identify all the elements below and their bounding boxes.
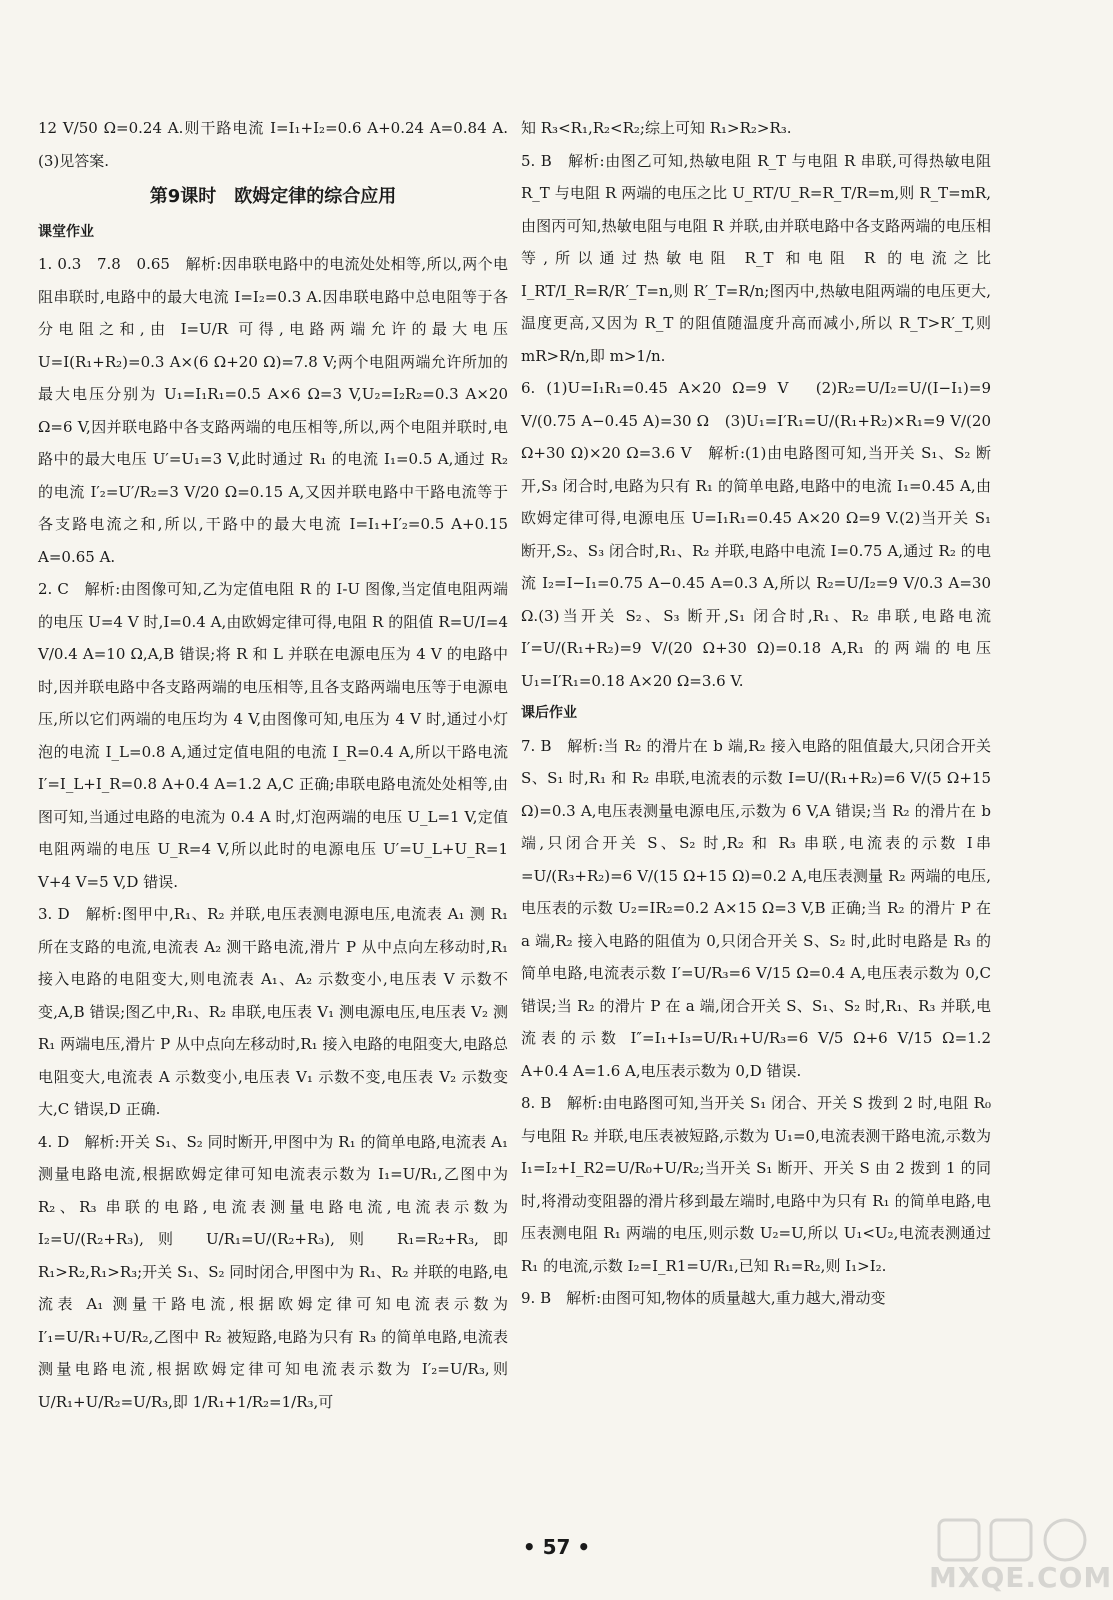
right-column — [521, 112, 991, 1315]
carryover-text: 12 V/50 Ω=0.24 A.则干路电流 I=I₁+I₂=0.6 A+0.24 A=0.84 A.(3)见答案. — [38, 119, 508, 170]
page-number: • 57 • — [522, 1535, 591, 1559]
answer-item-4: 4. D 解析:开关 S₁、S₂ 同时断开,甲图中为 R₁ 的简单电路,电流表 A₁ 测量电路电流,根据欧姆定律可知电流表示数为 I₁=U/R₁,乙图中为 R₂、R₃ 串联的电路,电流表测量电路电流,电流表示数为 I₂=U/(R₂+R₃),则 U/R₁=U/(R₂+R₃),则 R₁=R₂+R₃,即 R₁>R₂,R₁>R₃;开关 S₁、S₂ 同时闭合,甲图中为 R₁、R₂ 并联的电路,电流表 A₁ 测量干路电流,根据欧姆定律可知电流表示数为 I′₁=U/R₁+U/R₂,乙图中 R₂ 被短路,电路为只有 R₃ 的简单电路,电流表测量电路电流,根据欧姆定律可知电流表示数为 I′₂=U/R₃,则 U/R₁+U/R₂=U/R₃,即 1/R₁+1/R₂=1/R₃,可 — [38, 1132, 508, 1411]
watermark-icon — [929, 1516, 1099, 1566]
lesson-title: 第9课时 欧姆定律的综合应用 — [149, 186, 397, 207]
answer-item-4-cont: 知 R₃<R₁,R₂<R₂;综上可知 R₁>R₂>R₃. — [521, 119, 792, 137]
watermark-logo — [929, 1516, 1113, 1594]
left-column — [38, 112, 508, 1418]
answer-item-6: 6. (1)U=I₁R₁=0.45 A×20 Ω=9 V (2)R₂=U/I₂=U/(I−I₁)=9 V/(0.75 A−0.45 A)=30 Ω (3)U₁=I′R₁=U/(R₁+R₂)×R₁=9 V/(20 Ω+30 Ω)×20 Ω=3.6 V 解析:(1)由电路图可知,当开关 S₁、S₂ 断开,S₃ 闭合时,电路为只有 R₁ 的简单电路,电路中的电流 I₁=0.45 A,由欧姆定律可得,电源电压 U=I₁R₁=0.45 A×20 Ω=9 V.(2)当开关 S₁ 断开,S₂、S₃ 闭合时,R₁、R₂ 并联,电路中电流 I=0.75 A,通过 R₂ 的电流 I₂=I−I₁=0.75 A−0.45 A=0.3 A,所以 R₂=U/I₂=9 V/0.3 A=30 Ω.(3)当开关 S₂、S₃ 断开,S₁ 闭合时,R₁、R₂ 串联,电路电流 I′=U/(R₁+R₂)=9 V/(20 Ω+30 Ω)=0.18 A,R₁ 的两端的电压 U₁=I′R₁=0.18 A×20 Ω=3.6 V. — [521, 379, 991, 690]
answer-item-9: 9. B 解析:由图可知,物体的质量越大,重力越大,滑动变 — [521, 1289, 886, 1307]
answer-item-3: 3. D 解析:图甲中,R₁、R₂ 并联,电压表测电源电压,电流表 A₁ 测 R₁ 所在支路的电流,电流表 A₂ 测干路电流,滑片 P 从中点向左移动时,R₁ 接入电路的电阻变大,则电流表 A₁、A₂ 示数变小,电压表 V 示数不变,A,B 错误;图乙中,R₁、R₂ 串联,电压表 V₁ 测电源电压,电压表 V₂ 测 R₁ 两端电压,滑片 P 从中点向左移动时,R₁ 接入电路的电阻变大,电路总电阻变大,电流表 A 示数变小,电压表 V₁ 示数不变,电压表 V₂ 示数变大,C 错误,D 正确. — [38, 905, 508, 1118]
watermark-text: MXQE.COM — [929, 1561, 1113, 1594]
answer-item-8: 8. B 解析:由电路图可知,当开关 S₁ 闭合、开关 S 拨到 2 时,电阻 R₀ 与电阻 R₂ 并联,电压表被短路,示数为 U₁=0,电流表测干路电流,示数为 I₁=I₂+I_R2=U/R₀+U/R₂;当开关 S₁ 断开、开关 S 由 2 拨到 1 的同时,将滑动变阻器的滑片移到最左端时,电路中为只有 R₁ 的简单电路,电压表测电阻 R₁ 两端的电压,则示数 U₂=U,所以 U₁<U₂,电流表测通过 R₁ 的电流,示数 I₂=I_R1=U/R₁,已知 R₁=R₂,则 I₁>I₂. — [521, 1094, 991, 1275]
section-label-class: 课堂作业 — [38, 223, 94, 240]
answer-item-7: 7. B 解析:当 R₂ 的滑片在 b 端,R₂ 接入电路的阻值最大,只闭合开关 S、S₁ 时,R₁ 和 R₂ 串联,电流表的示数 I=U/(R₁+R₂)=6 V/(5 Ω+15 Ω)=0.3 A,电压表测量电源电压,示数为 6 V,A 错误;当 R₂ 的滑片在 b 端,只闭合开关 S、S₂ 时,R₂ 和 R₃ 串联,电流表的示数 I串=U/(R₃+R₂)=6 V/(15 Ω+15 Ω)=0.2 A,电压表测量 R₂ 两端的电压,电压表的示数 U₂=IR₂=0.2 A×15 Ω=3 V,B 正确;当 R₂ 的滑片 P 在 a 端,R₂ 接入电路的阻值为 0,只闭合开关 S、S₂ 时,此时电路是 R₃ 的简单电路,电流表示数 I′=U/R₃=6 V/15 Ω=0.4 A,电压表示数为 0,C 错误;当 R₂ 的滑片 P 在 a 端,闭合开关 S、S₁、S₂ 时,R₁、R₃ 并联,电流表的示数 I″=I₁+I₃=U/R₁+U/R₃=6 V/5 Ω+6 V/15 Ω=1.2 A+0.4 A=1.6 A,电压表示数为 0,D 错误. — [521, 736, 991, 1080]
answer-item-2: 2. C 解析:由图像可知,乙为定值电阻 R 的 I-U 图像,当定值电阻两端的电压 U=4 V 时,I=0.4 A,由欧姆定律可得,电阻 R 的阻值 R=U/I=4 V/0.4 A=10 Ω,A,B 错误;将 R 和 L 并联在电源电压为 4 V 的电路中时,因并联电路中各支路两端的电压相等,且各支路两端电压等于电源电压,所以它们两端的电压均为 4 V,由图像可知,电压为 4 V 时,通过小灯泡的电流 I_L=0.8 A,通过定值电阻的电流 I_R=0.4 A,所以干路电流 I′=I_L+I_R=0.8 A+0.4 A=1.2 A,C 正确;串联电路电流处处相等,由图可知,当通过电路的电流为 0.4 A 时,灯泡两端的电压 U_L=1 V,定值电阻两端的电压 U_R=4 V,所以此时的电源电压 U′=U_L+U_R=1 V+4 V=5 V,D 错误. — [38, 580, 508, 891]
answer-item-1: 1. 0.3 7.8 0.65 解析:因串联电路中的电流处处相等,所以,两个电阻串联时,电路中的最大电流 I=I₂=0.3 A.因串联电路中总电阻等于各分电阻之和,由 I=U/R 可得,电路两端允许的最大电压 U=I(R₁+R₂)=0.3 A×(6 Ω+20 Ω)=7.8 V;两个电阻两端允许所加的最大电压分别为 U₁=I₁R₁=0.5 A×6 Ω=3 V,U₂=I₂R₂=0.3 A×20 Ω=6 V,因并联电路中各支路两端的电压相等,所以,两个电阻并联时,电路中的最大电压 U′=U₁=3 V,此时通过 R₁ 的电流 I₁=0.5 A,通过 R₂ 的电流 I′₂=U′/R₂=3 V/20 Ω=0.15 A,又因并联电路中干路电流等于各支路电流之和,所以,干路中的最大电流 I=I₁+I′₂=0.5 A+0.15 A=0.65 A. — [38, 255, 508, 566]
answer-item-5: 5. B 解析:由图乙可知,热敏电阻 R_T 与电阻 R 串联,可得热敏电阻 R_T 与电阻 R 两端的电压之比 U_RT/U_R=R_T/R=m,则 R_T=mR,由图丙可知,热敏电阻与电阻 R 并联,由并联电路中各支路两端的电压相等,所以通过热敏电阻 R_T 和电阻 R 的电流之比 I_RT/I_R=R/R′_T=n,则 R′_T=R/n;图丙中,热敏电阻两端的电压更大,温度更高,又因为 R_T 的阻值随温度升高而减小,所以 R_T>R′_T,则 mR>R/n,即 m>1/n. — [521, 151, 991, 365]
section-label-after: 课后作业 — [521, 705, 577, 721]
